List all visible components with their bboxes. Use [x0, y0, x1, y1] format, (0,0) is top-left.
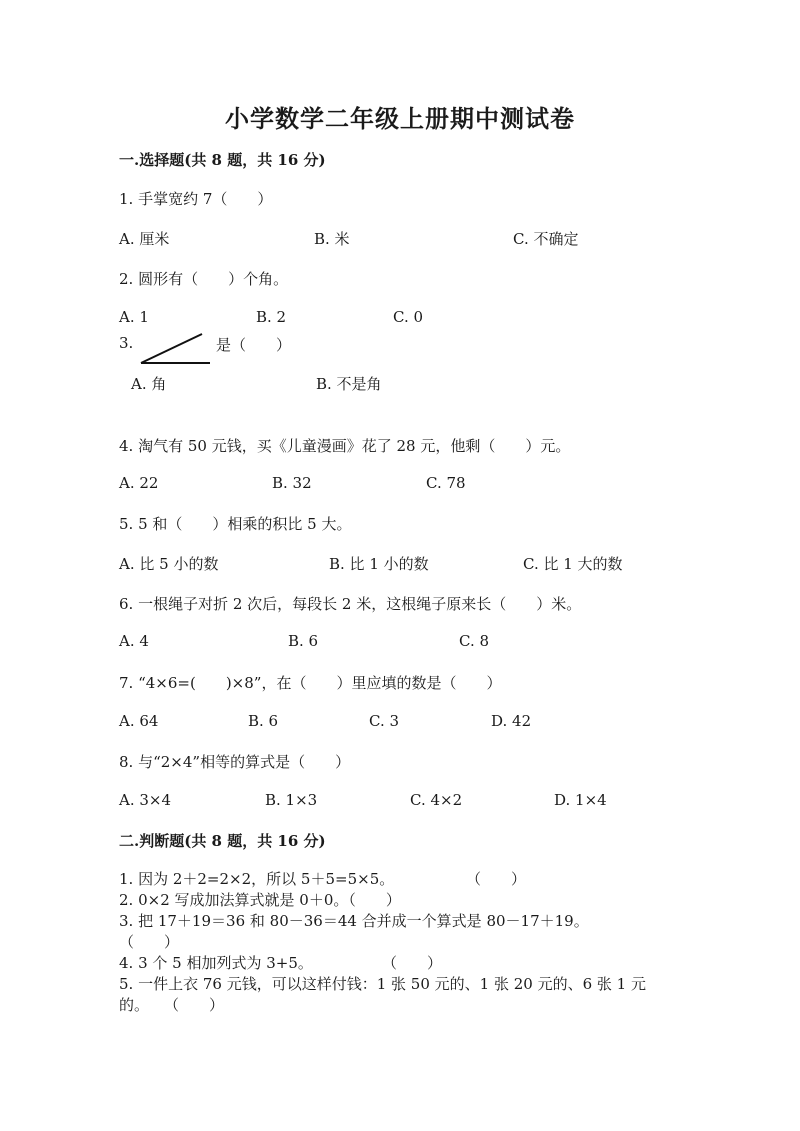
page-title: 小学数学二年级上册期中测试卷 [225, 104, 575, 133]
q7-option-d: D. 42 [491, 712, 532, 730]
section-heading-choice: 一.选择题(共 8 题，共 16 分) [119, 151, 326, 169]
question-6: 6. 一根绳子对折 2 次后，每段长 2 米，这根绳子原来长（ ）米。 [119, 595, 582, 613]
tf-item-2: 2. 0×2 写成加法算式就是 0＋0。（ ） [119, 891, 401, 909]
tf-item-4-bracket: （ ） [382, 954, 443, 972]
q3-option-b: B. 不是角 [316, 375, 382, 393]
question-5: 5. 5 和（ ）相乘的积比 5 大。 [119, 515, 352, 533]
tf-item-1: 1. 因为 2＋2=2×2，所以 5＋5=5×5。 [119, 870, 395, 888]
question-2: 2. 圆形有（ ）个角。 [119, 270, 289, 288]
q5-option-b: B. 比 1 小的数 [329, 555, 429, 573]
q6-option-a: A. 4 [119, 632, 149, 650]
q1-option-a: A. 厘米 [119, 230, 170, 248]
q8-option-a: A. 3×4 [119, 791, 172, 809]
tf-item-1-bracket: （ ） [466, 870, 527, 888]
q2-option-b: B. 2 [256, 308, 287, 326]
q5-option-c: C. 比 1 大的数 [523, 555, 623, 573]
q6-option-b: B. 6 [288, 632, 319, 650]
q8-option-c: C. 4×2 [410, 791, 463, 809]
tf-item-5: 5. 一件上衣 76 元钱，可以这样付钱：1 张 50 元的、1 张 20 元的、6 张 1 元 [119, 975, 646, 993]
tf-item-4: 4. 3 个 5 相加列式为 3+5。 [119, 954, 313, 972]
question-8: 8. 与“2×4”相等的算式是（ ） [119, 753, 351, 771]
question-1: 1. 手掌宽约 7（ ） [119, 190, 273, 208]
section-heading-judgement: 二.判断题(共 8 题，共 16 分) [119, 832, 326, 850]
q3-option-a: A. 角 [131, 375, 167, 393]
tf-item-3: 3. 把 17＋19＝36 和 80－36＝44 合并成一个算式是 80－17＋19。 [119, 912, 589, 930]
q7-option-b: B. 6 [248, 712, 279, 730]
tf-item-3-bracket: （ ） [119, 933, 180, 951]
q1-option-c: C. 不确定 [513, 230, 579, 248]
q2-option-c: C. 0 [393, 308, 424, 326]
q6-option-c: C. 8 [459, 632, 490, 650]
q5-option-a: A. 比 5 小的数 [119, 555, 219, 573]
q1-option-b: B. 米 [314, 230, 350, 248]
question-3: 是（ ） [216, 336, 292, 354]
q7-option-a: A. 64 [119, 712, 159, 730]
tf-item-5-line2: 的。 （ ） [119, 996, 225, 1014]
question-7: 7. “4×6=( )×8”，在（ ）里应填的数是（ ） [119, 674, 502, 692]
q4-option-c: C. 78 [426, 474, 466, 492]
q4-option-a: A. 22 [119, 474, 159, 492]
q7-option-c: C. 3 [369, 712, 400, 730]
q8-option-b: B. 1×3 [265, 791, 318, 809]
q2-option-a: A. 1 [119, 308, 149, 326]
question-4: 4. 淘气有 50 元钱，买《儿童漫画》花了 28 元，他剩（ ）元。 [119, 437, 571, 455]
question-3-number: 3. [119, 334, 134, 352]
angle-figure [140, 332, 214, 366]
q4-option-b: B. 32 [272, 474, 312, 492]
q8-option-d: D. 1×4 [554, 791, 607, 809]
